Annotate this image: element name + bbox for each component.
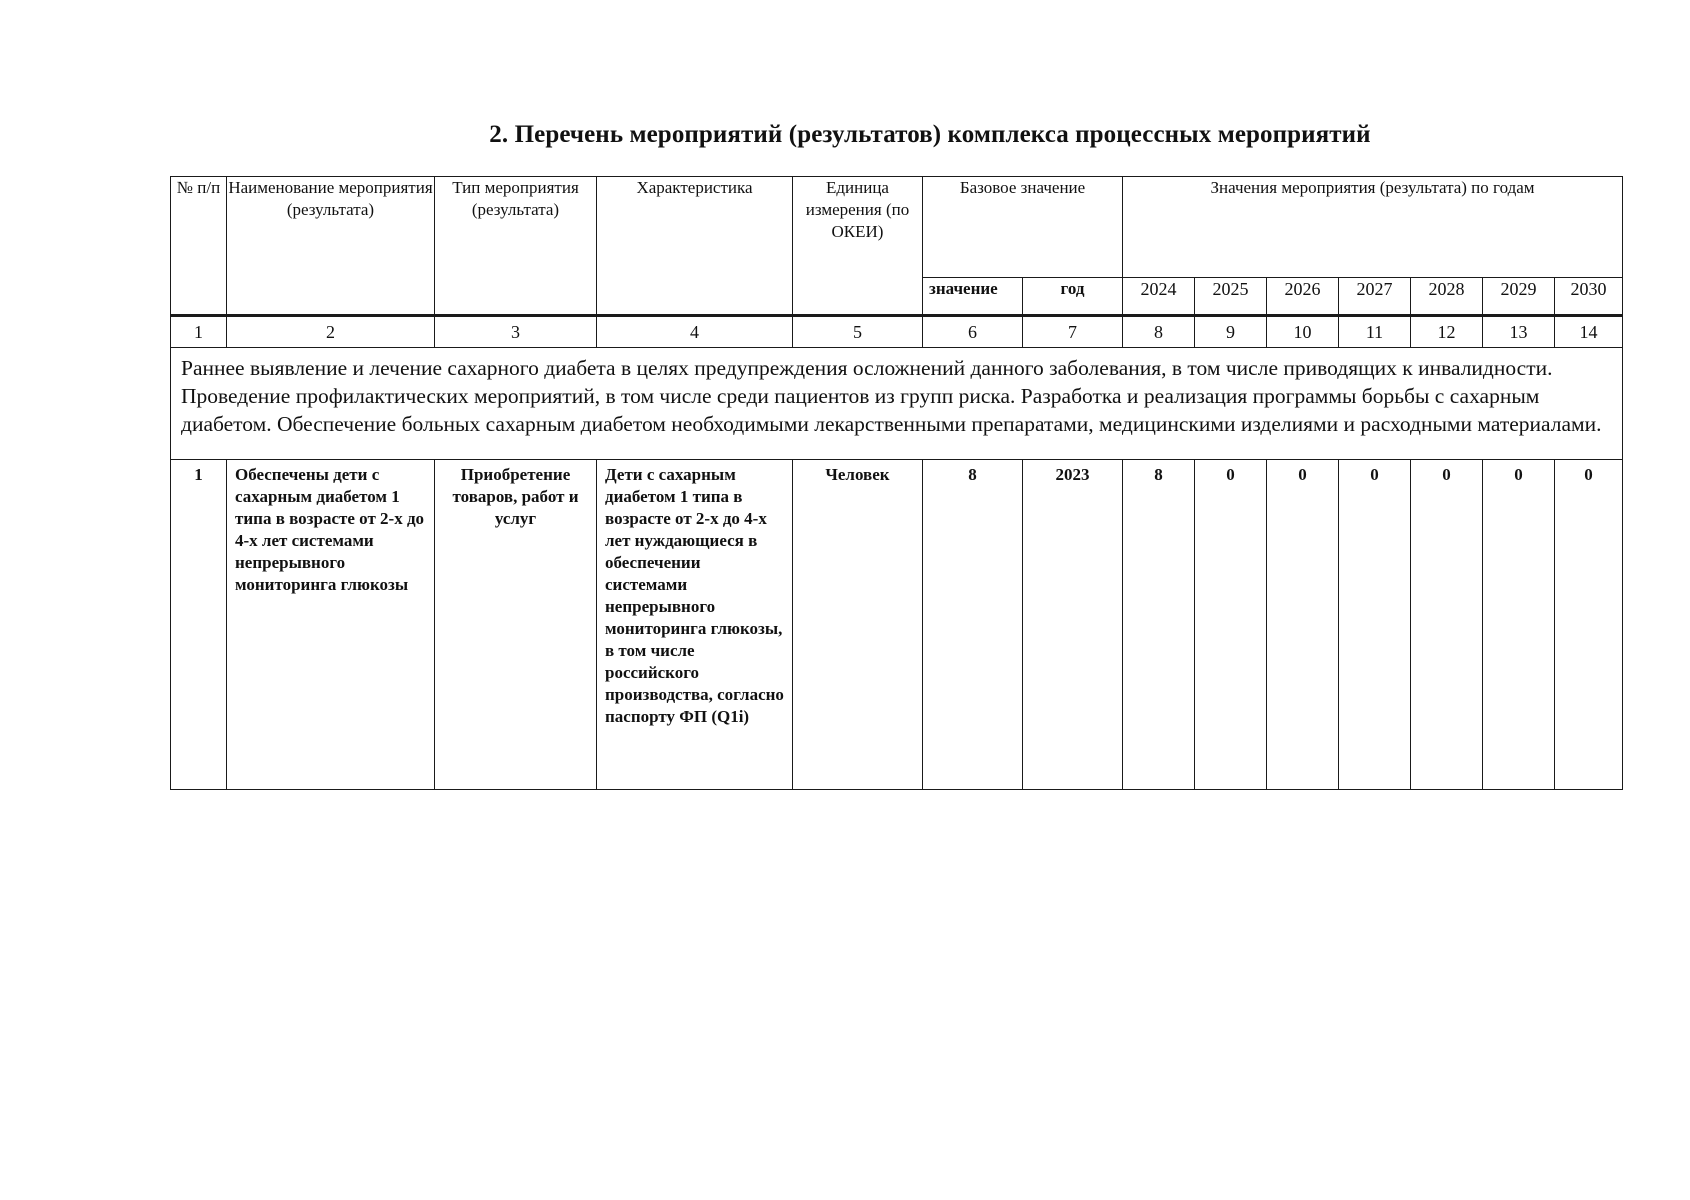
row-base-year: 2023 [1023,460,1123,790]
row-value: 8 [1123,460,1195,790]
column-number: 9 [1195,316,1267,348]
column-number: 13 [1483,316,1555,348]
row-value: 0 [1483,460,1555,790]
row-value: 0 [1267,460,1339,790]
header-characteristic: Характеристика [597,177,793,316]
row-num: 1 [171,460,227,790]
row-unit: Человек [793,460,923,790]
row-type: Приобретение товаров, работ и услуг [435,460,597,790]
column-number: 5 [793,316,923,348]
header-years-group: Значения мероприятия (результата) по годам [1123,177,1623,278]
column-number: 14 [1555,316,1623,348]
row-characteristic: Дети с сахарным диабетом 1 типа в возрасте от 2-х до 4-х лет нуждающиеся в обеспечении системами непрерывного мониторинга глюкозы, в том числе российского производства, согласно паспорту ФП (Q1i) [597,460,793,790]
column-number: 4 [597,316,793,348]
column-number: 8 [1123,316,1195,348]
column-number-row [171,316,1623,348]
page-title: 2. Перечень мероприятий (результатов) комплекса процессных мероприятий [489,121,1371,148]
section-row [171,348,1623,460]
column-number: 2 [227,316,435,348]
row-value: 0 [1555,460,1623,790]
column-number: 11 [1339,316,1411,348]
header-year: 2027 [1339,278,1411,316]
header-name: Наименование мероприятия (результата) [227,177,435,316]
column-number: 10 [1267,316,1339,348]
column-number: 7 [1023,316,1123,348]
activities-table [170,176,1623,790]
header-year: 2024 [1123,278,1195,316]
section-text: Раннее выявление и лечение сахарного диабета в целях предупреждения осложнений данного заболевания, в том числе приводящих к инвалидности. Проведение профилактических мероприятий, в том числе среди пациентов из групп риска. Разработка и реализация программы борьбы с сахарным диабетом. Обеспечение больных сахарным диабетом необходимыми лекарственными препаратами, медицинскими изделиями и расходными материалами. [171,348,1623,460]
header-year: 2029 [1483,278,1555,316]
header-year: 2026 [1267,278,1339,316]
row-name: Обеспечены дети с сахарным диабетом 1 типа в возрасте от 2-х до 4-х лет системами непрерывного мониторинга глюкозы [227,460,435,790]
row-value: 0 [1195,460,1267,790]
row-base-value: 8 [923,460,1023,790]
column-number: 1 [171,316,227,348]
column-number: 6 [923,316,1023,348]
header-unit: Единица измерения (по ОКЕИ) [793,177,923,316]
header-base-value: значение [923,278,1023,316]
header-base: Базовое значение [923,177,1123,278]
header-base-year: год [1023,278,1123,316]
header-year: 2030 [1555,278,1623,316]
header-row [171,177,1623,278]
row-value: 0 [1339,460,1411,790]
table-row [171,460,1623,790]
column-number: 3 [435,316,597,348]
row-value: 0 [1411,460,1483,790]
header-num: № п/п [171,177,227,316]
header-type: Тип мероприятия (результата) [435,177,597,316]
header-year: 2028 [1411,278,1483,316]
column-number: 12 [1411,316,1483,348]
header-year: 2025 [1195,278,1267,316]
